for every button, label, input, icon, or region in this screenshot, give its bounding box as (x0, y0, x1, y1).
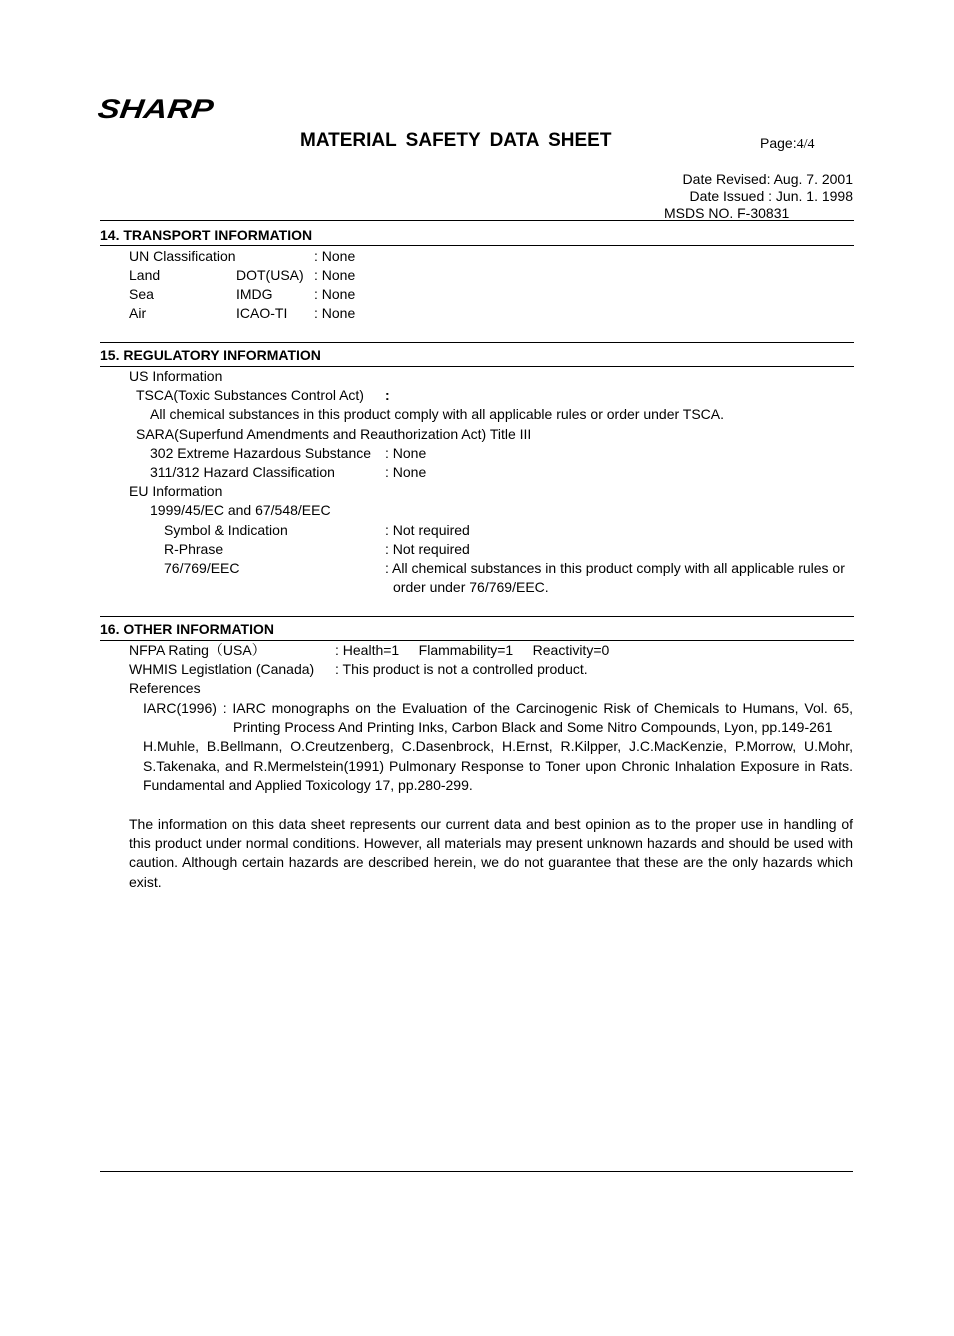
sara-311-value: : None (385, 464, 427, 480)
section16-title: 16. OTHER INFORMATION (100, 621, 274, 637)
section15-title: 15. REGULATORY INFORMATION (100, 347, 321, 363)
sara-302-value: : None (385, 445, 427, 461)
eec-value-line1: : All chemical substances in this product comply with all applicable rules or (385, 560, 845, 576)
air-regulation: ICAO-TI (236, 305, 288, 321)
section14-bottom-rule (100, 245, 854, 246)
section16-bottom-rule (100, 640, 854, 641)
sea-value: : None (314, 286, 356, 302)
nfpa-label: NFPA Rating（USA） (129, 642, 266, 658)
muhle-reference-line1: H.Muhle, B.Bellmann, O.Creutzenberg, C.Dasenbrock, H.Ernst, R.Kilpper, J.C.MacKenzie, P.Morrow, U.Mohr, (143, 738, 853, 754)
nfpa-value: : Health=1 Flammability=1 Reactivity=0 (335, 642, 610, 658)
symbol-indication-label: Symbol & Indication (164, 522, 288, 538)
eec-label: 76/769/EEC (164, 560, 240, 576)
sharp-logo: SHARP (96, 94, 216, 124)
footer-rule (100, 1171, 853, 1172)
date-issued: Date Issued : Jun. 1. 1998 (689, 188, 853, 204)
iarc-reference-line2: Printing Process And Printing Inks, Carbon Black and Some Nitro Compounds, Lyon, pp.149-261 (233, 719, 833, 735)
r-phrase-value: : Not required (385, 541, 470, 557)
eec-value-line2: order under 76/769/EEC. (393, 579, 549, 595)
eu-information-label: EU Information (129, 483, 223, 499)
r-phrase-label: R-Phrase (164, 541, 224, 557)
land-label: Land (129, 267, 161, 283)
msds-number: MSDS NO. F-30831 (664, 205, 790, 221)
sara-302-label: 302 Extreme Hazardous Substance (150, 445, 372, 461)
land-regulation: DOT(USA) (236, 267, 304, 283)
sara-311-label: 311/312 Hazard Classification (150, 464, 335, 480)
document-title: MATERIAL SAFETY DATA SHEET (300, 130, 612, 151)
us-information-label: US Information (129, 368, 223, 384)
eu-directive: 1999/45/EC and 67/548/EEC (150, 502, 331, 518)
symbol-indication-value: : Not required (385, 522, 470, 538)
section14-top-rule (100, 220, 854, 221)
page-indicator (760, 135, 814, 153)
section15-top-rule (100, 342, 854, 343)
muhle-reference-line3: Fundamental and Applied Toxicology 17, pp.280-299. (143, 777, 473, 793)
tsca-label: TSCA(Toxic Substances Control Act) (136, 387, 364, 403)
sea-regulation: IMDG (236, 286, 273, 302)
section15-bottom-rule (100, 366, 854, 367)
muhle-reference-line2: S.Takenaka, and R.Mermelstein(1991) Pulmonary Response to Toner upon Chronic Inhalation Exposure in Rats. (143, 758, 853, 774)
whmis-value: : This product is not a controlled product. (335, 661, 588, 677)
un-classification-label: UN Classification (129, 248, 236, 264)
page-number: 4/4 (796, 137, 815, 152)
air-value: : None (314, 305, 356, 321)
date-revised: Date Revised: Aug. 7. 2001 (682, 171, 853, 187)
references-label: References (129, 680, 201, 696)
un-classification-value: : None (314, 248, 356, 264)
sara-label: SARA(Superfund Amendments and Reauthorization Act) Title III (136, 426, 532, 442)
section16-top-rule (100, 616, 854, 617)
sea-label: Sea (129, 286, 154, 302)
air-label: Air (129, 305, 147, 321)
whmis-label: WHMIS Legistlation (Canada) (129, 661, 315, 677)
tsca-text: All chemical substances in this product comply with all applicable rules or order under TSCA. (150, 406, 725, 422)
page-label: Page: (760, 135, 797, 151)
land-value: : None (314, 267, 356, 283)
tsca-colon: : (385, 387, 390, 403)
section14-title: 14. TRANSPORT INFORMATION (100, 227, 313, 243)
disclaimer-paragraph: The information on this data sheet represents our current data and best opinion as to the proper use in handling of this product under normal conditions. However, all materials may present unknown hazards and should be used with caution. Although certain hazards are described herein, we do not guarantee that these are the only hazards which exist. (129, 816, 853, 890)
iarc-reference-line1: IARC(1996) : IARC monographs on the Evaluation of the Carcinogenic Risk of Chemicals to Humans, Vol. 65, (143, 700, 853, 716)
